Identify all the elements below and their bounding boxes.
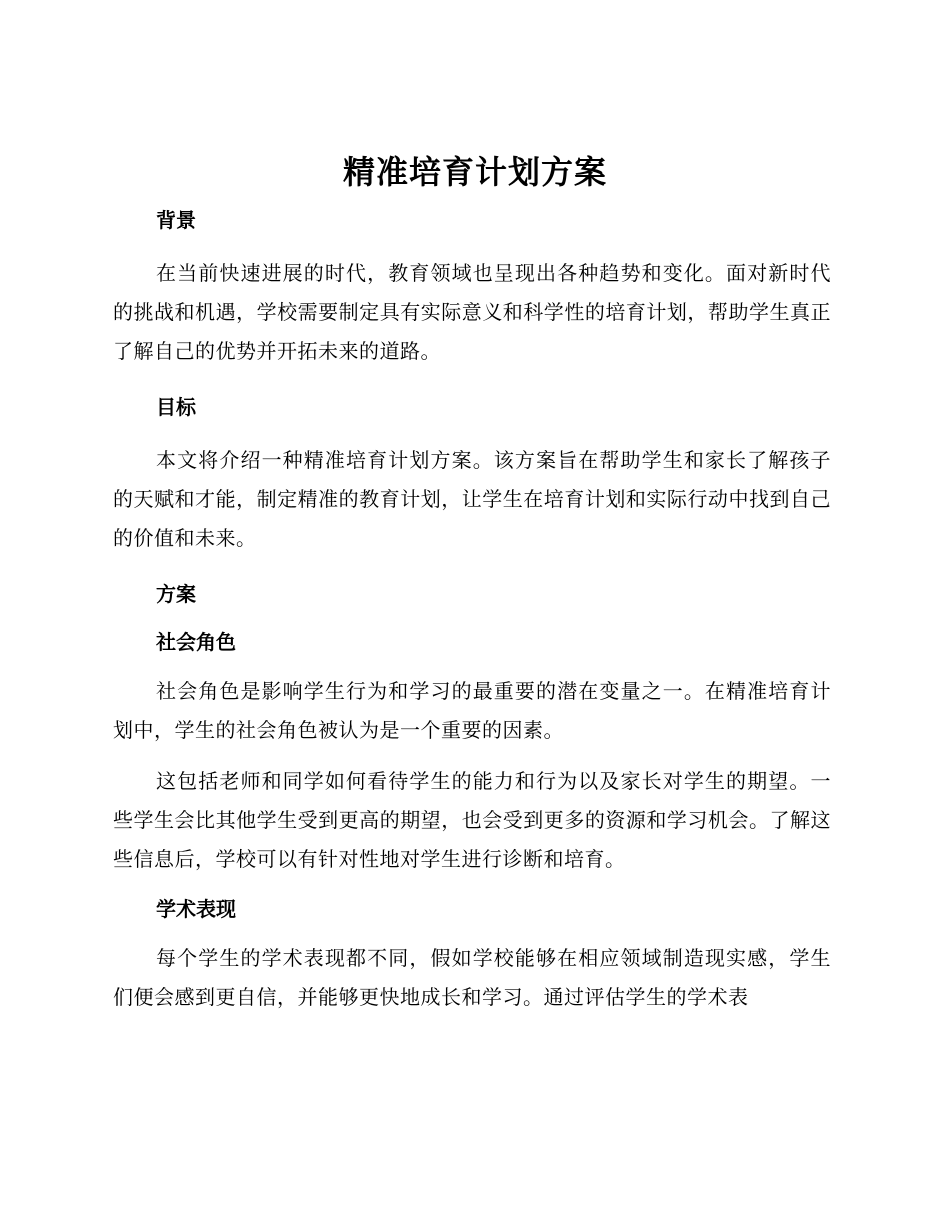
document-title: 精准培育计划方案	[342, 153, 607, 191]
paragraph-academic-performance: 每个学生的学术表现都不同，假如学校能够在相应领域制造现实感，学生们便会感到更自信，并能够更快地成长和学习。通过评估学生的学术表	[113, 946, 831, 1009]
section-heading-plan: 方案	[156, 582, 196, 606]
paragraph-social-role-1: 社会角色是影响学生行为和学习的最重要的潜在变量之一。在精准培育计划中，学生的社会角色被认为是一个重要的因素。	[113, 679, 831, 742]
paragraph-social-role-2: 这包括老师和同学如何看待学生的能力和行为以及家长对学生的期望。一些学生会比其他学生受到更高的期望，也会受到更多的资源和学习机会。了解这些信息后，学校可以有针对性地对学生进行诊断和培育。	[113, 769, 831, 871]
paragraph-goal: 本文将介绍一种精准培育计划方案。该方案旨在帮助学生和家长了解孩子的天赋和才能，制定精准的教育计划，让学生在培育计划和实际行动中找到自己的价值和未来。	[113, 448, 831, 550]
section-heading-goal: 目标	[156, 395, 196, 419]
section-heading-social-role: 社会角色	[156, 630, 236, 654]
section-heading-academic-performance: 学术表现	[156, 897, 236, 921]
paragraph-background: 在当前快速进展的时代，教育领域也呈现出各种趋势和变化。面对新时代的挑战和机遇，学校需要制定具有实际意义和科学性的培育计划，帮助学生真正了解自己的优势并开拓未来的道路。	[113, 261, 831, 363]
document-body	[113, 202, 831, 1017]
section-heading-background: 背景	[156, 208, 196, 232]
